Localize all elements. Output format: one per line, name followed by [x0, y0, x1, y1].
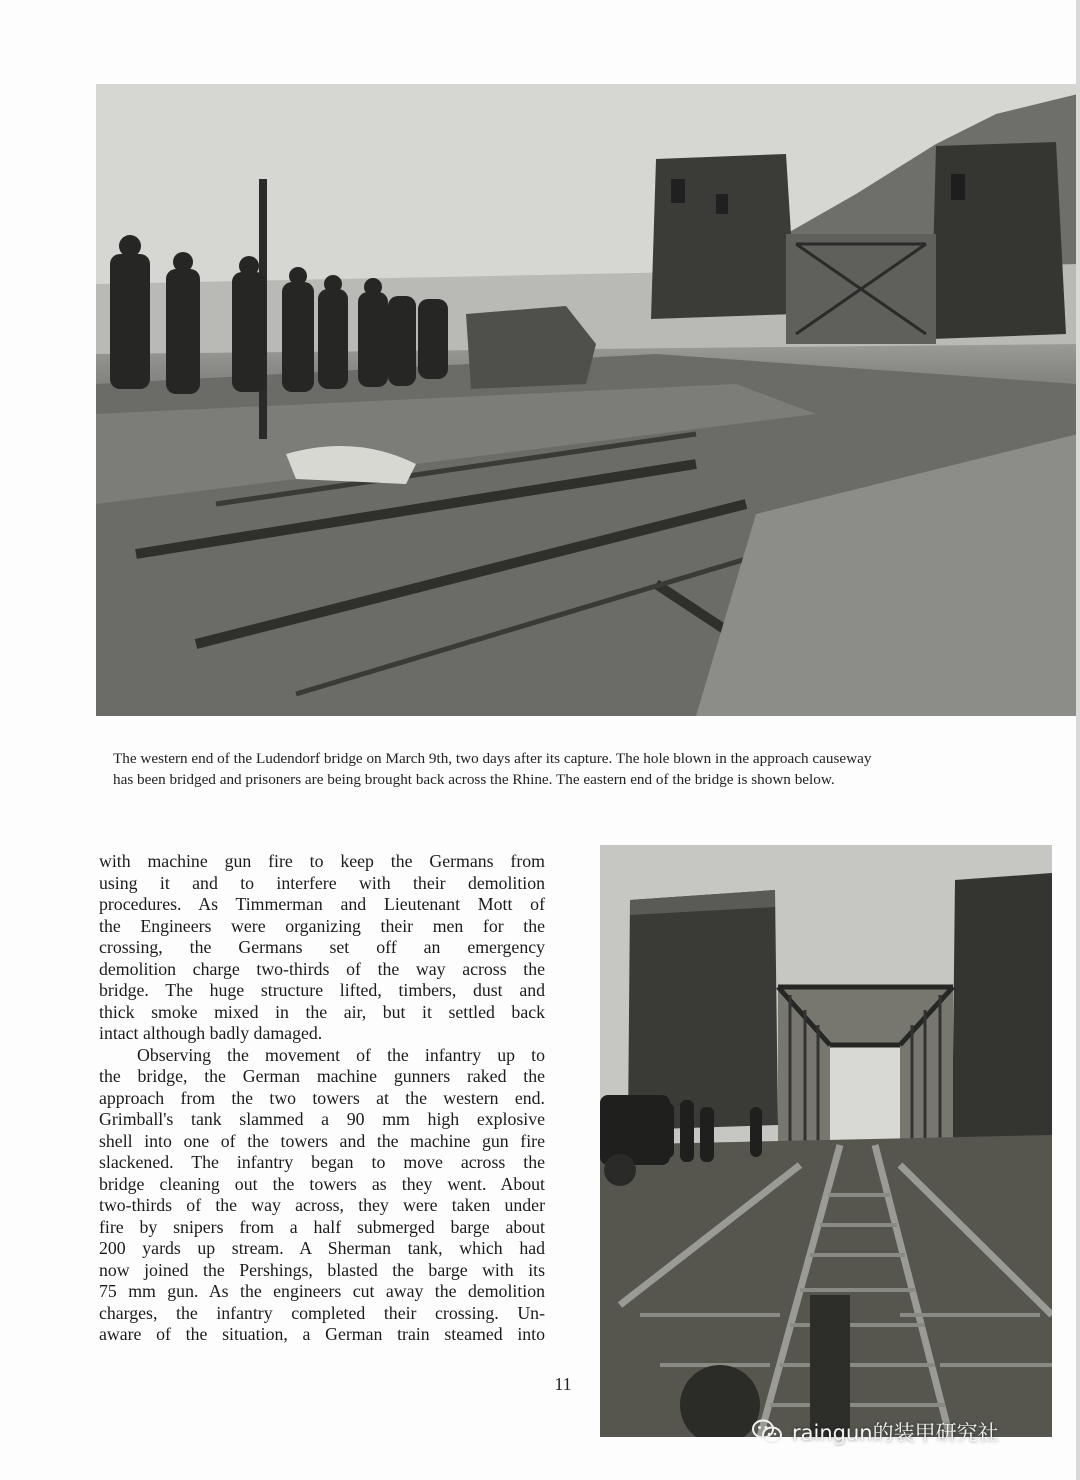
- body-line: approach from the two towers at the western end.: [99, 1087, 545, 1108]
- photo-caption: [113, 748, 1033, 790]
- photo-bridge-eastern-end: [600, 845, 1052, 1437]
- body-line: demolition charge two-thirds of the way across the: [99, 958, 545, 979]
- body-line: now joined the Pershings, blasted the barge with its: [99, 1259, 545, 1280]
- body-line: fire by snipers from a half submerged barge about: [99, 1216, 545, 1237]
- caption-line-2: has been bridged and prisoners are being brought back across the Rhine. The eastern end of the bridge is shown below.: [113, 771, 835, 788]
- body-line: bridge. The huge structure lifted, timbers, dust and: [99, 980, 545, 1000]
- photo-bridge-western-end-art: [96, 84, 1078, 716]
- photo-bridge-eastern-end-art: [600, 845, 1052, 1437]
- body-line: aware of the situation, a German train steamed into: [99, 1324, 545, 1344]
- body-line: crossing, the Germans set off an emergency: [99, 937, 545, 957]
- body-line: two-thirds of the way across, they were taken under: [99, 1195, 545, 1215]
- body-line: 200 yards up stream. A Sherman tank, which had: [99, 1238, 545, 1258]
- body-text-column: [99, 851, 545, 1346]
- body-line: shell into one of the towers and the machine gun fire: [99, 1130, 545, 1151]
- body-line: Grimball's tank slammed a 90 mm high explosive: [99, 1109, 545, 1129]
- page-edge: [1076, 0, 1080, 1480]
- body-line: Observing the movement of the infantry up to: [137, 1044, 545, 1065]
- body-line: thick smoke mixed in the air, but it settled back: [99, 1001, 545, 1022]
- body-line: charges, the infantry completed their crossing. Un-: [99, 1302, 545, 1323]
- body-line: the bridge, the German machine gunners raked the: [99, 1066, 545, 1086]
- body-line: slackened. The infantry began to move across the: [99, 1152, 545, 1172]
- body-line: the Engineers were organizing their men for the: [99, 915, 545, 936]
- body-line: using it and to interfere with their demolition: [99, 872, 545, 893]
- body-line: intact although badly damaged.: [99, 1023, 323, 1043]
- photo-bridge-western-end: [96, 84, 1078, 716]
- wechat-icon: [752, 1419, 782, 1445]
- body-line: 75 mm gun. As the engineers cut away the demolition: [99, 1281, 545, 1301]
- body-line: procedures. As Timmerman and Lieutenant Mott of: [99, 894, 545, 914]
- page-number: 11: [554, 1374, 572, 1394]
- caption-line-1: The western end of the Ludendorf bridge on March 9th, two days after its capture. The hole blown in the approach causeway: [113, 750, 872, 767]
- body-line: with machine gun fire to keep the Germans from: [99, 851, 545, 871]
- watermark-text: raingun的装甲研究社: [792, 1421, 999, 1445]
- watermark: [752, 1412, 999, 1452]
- body-line: bridge cleaning out the towers as they went. About: [99, 1173, 545, 1194]
